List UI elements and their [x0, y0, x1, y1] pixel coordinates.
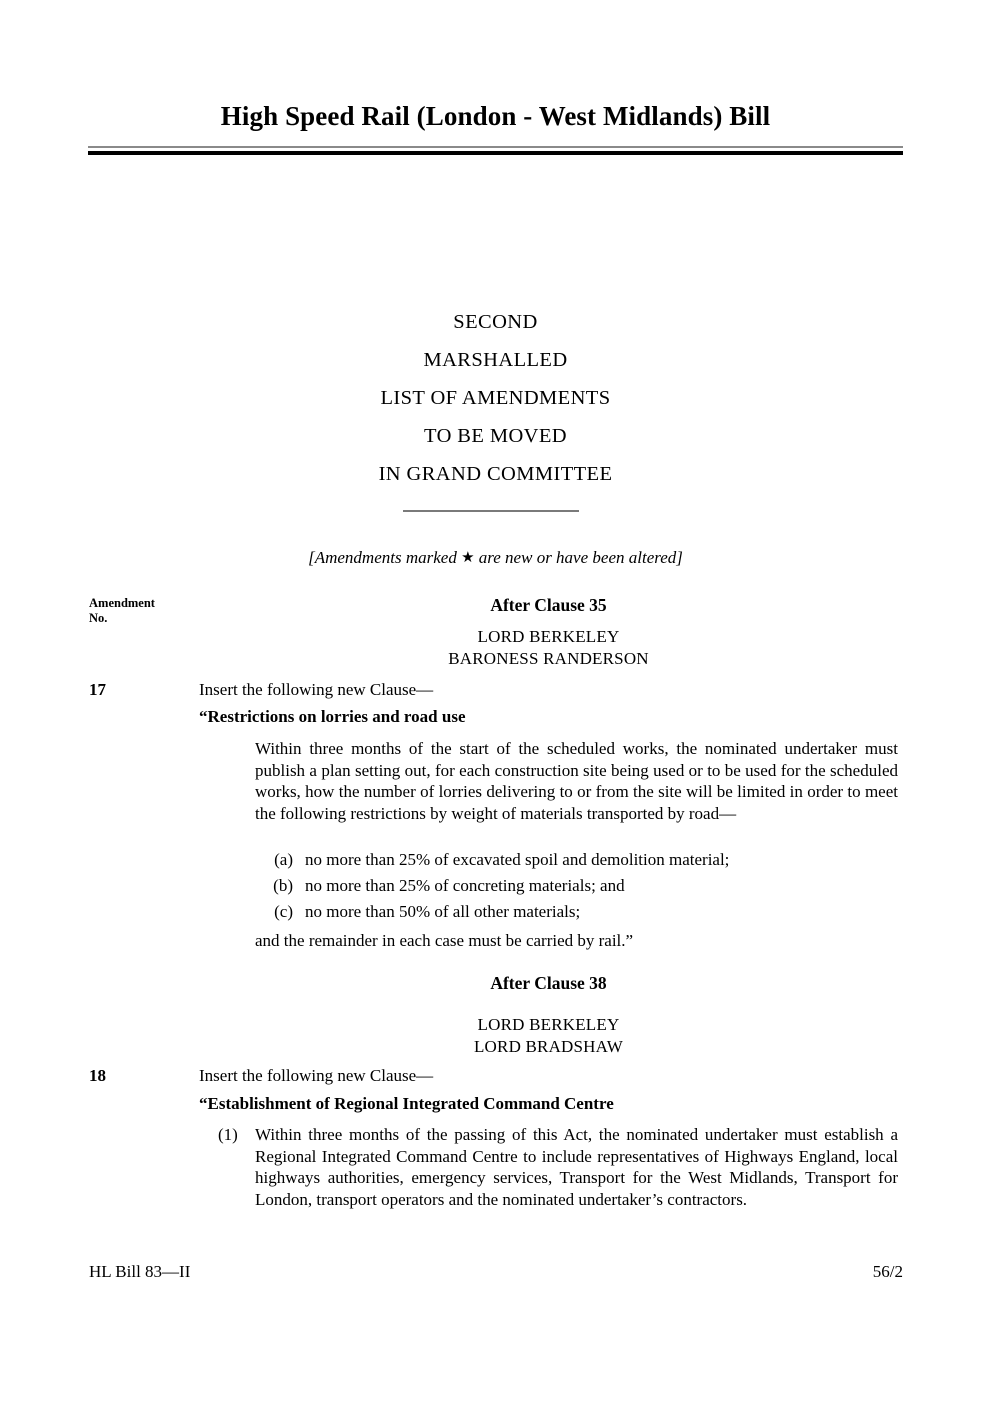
insert-clause-line-17: Insert the following new Clause— [199, 680, 434, 699]
section-divider-rule [403, 510, 579, 512]
heading-line-1: SECOND [453, 311, 538, 333]
sub-item-text: no more than 25% of concreting materials; and [305, 876, 625, 895]
clause-title-17: “Restrictions on lorries and road use [199, 707, 466, 726]
sub-item-c [255, 901, 898, 923]
title-rule-thick [88, 151, 903, 155]
amendment-no-label-line1: Amendment [89, 596, 155, 610]
section-sponsors-2 [199, 1014, 898, 1058]
sponsor-name: LORD BRADSHAW [473, 1037, 624, 1056]
sponsor-name: LORD BERKELEY [477, 627, 620, 646]
amendment-number-18: 18 [89, 1066, 106, 1085]
star-icon: ★ [461, 550, 475, 566]
amendment-no-label-line2: No. [89, 610, 108, 625]
star-note [88, 548, 903, 568]
sub-item-text: no more than 25% of excavated spoil and demolition material; [305, 850, 730, 869]
sub-item-marker: (a) [274, 850, 293, 869]
numbered-item-marker: (1) [218, 1125, 238, 1144]
sponsor-name: BARONESS RANDERSON [448, 649, 649, 668]
star-note-prefix: [Amendments marked [308, 548, 462, 567]
sub-item-marker: (b) [273, 876, 293, 895]
sponsor-name: LORD BERKELEY [477, 1015, 620, 1034]
section-heading-after-clause-35: After Clause 35 [490, 595, 607, 615]
numbered-item-1 [218, 1124, 898, 1210]
clause-closing-17: and the remainder in each case must be carried by rail.” [255, 931, 634, 950]
heading-line-5: IN GRAND COMMITTEE [378, 463, 613, 485]
amendment-no-column-label [89, 596, 194, 625]
title-rule-thin [88, 146, 903, 148]
document-heading-block [88, 303, 903, 493]
star-note-suffix: are new or have been altered] [474, 548, 683, 567]
page-title: High Speed Rail (London - West Midlands) Bill [220, 101, 771, 131]
numbered-item-text: Within three months of the passing of this Act, the nominated undertaker must establish a Regional Integrated Command Centre to include representatives of Highways England, local highways authorities, emergency services, Transport for the West Midlands, Transport for London, transport operators and the nominated undertaker’s contractors. [255, 1125, 898, 1209]
sub-item-text: no more than 50% of all other materials; [305, 902, 581, 921]
heading-line-3: LIST OF AMENDMENTS [380, 387, 611, 409]
clause-title-18: “Establishment of Regional Integrated Command Centre [199, 1094, 614, 1113]
footer-bill-reference: HL Bill 83—II [89, 1262, 191, 1281]
sub-item-a [255, 849, 898, 871]
clause-body-17: Within three months of the start of the scheduled works, the nominated undertaker must publish a plan setting out, for each construction site being used or to be used for the scheduled works, how the number of lorries delivering to or from the site will be limited in order to meet the following restrictions by weight of materials transported by road— [255, 739, 898, 823]
footer-page-number: 56/2 [872, 1262, 903, 1281]
heading-line-4: TO BE MOVED [424, 425, 567, 447]
insert-clause-line-18: Insert the following new Clause— [199, 1066, 434, 1085]
sub-item-b [255, 875, 898, 897]
section-sponsors-1 [199, 626, 898, 670]
sub-item-marker: (c) [274, 902, 293, 921]
heading-line-2: MARSHALLED [423, 349, 568, 371]
section-heading-after-clause-38: After Clause 38 [490, 973, 607, 993]
amendment-number-17: 17 [89, 680, 106, 699]
